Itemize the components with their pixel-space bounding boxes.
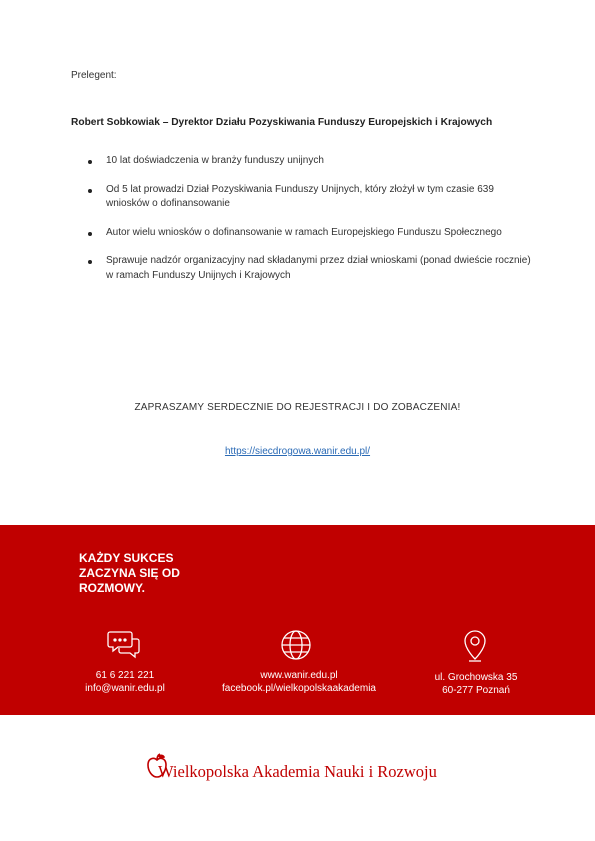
bullet-dot-icon <box>88 160 92 164</box>
bullet-dot-icon <box>88 232 92 236</box>
location-pin-icon <box>463 629 487 663</box>
contact-footer <box>0 525 595 715</box>
email-address: info@wanir.edu.pl <box>85 683 165 694</box>
footer-slogan: KAŻDY SUKCES ZACZYNA SIĘ OD ROZMOWY. <box>79 551 180 595</box>
bullet-item <box>88 154 533 169</box>
speaker-bullet-list <box>88 154 533 297</box>
city-address: 60-277 Poznań <box>442 685 510 696</box>
phone-number: 61 6 221 221 <box>95 670 155 681</box>
website-link[interactable]: www.wanir.edu.pl <box>260 670 338 681</box>
bullet-text: Od 5 lat prowadzi Dział Pozyskiwania Funduszy Unijnych, który złożył w tym czasie 639 wniosków o dofinansowanie <box>106 183 494 209</box>
bullet-dot-icon <box>88 189 92 193</box>
bullet-dot-icon <box>88 260 92 264</box>
bullet-text: Sprawuje nadzór organizacyjny nad składanymi przez dział wnioskami (ponad dwieście rocznie) w ramach Funduszy Unijnych i Krajowych <box>106 255 531 281</box>
speaker-title: Robert Sobkowiak – Dyrektor Działu Pozyskiwania Funduszy Europejskich i Krajowych <box>71 117 493 128</box>
brand-name: Wielkopolska Akademia Nauki i Rozwoju <box>158 762 437 781</box>
bullet-text: Autor wielu wniosków o dofinansowanie w ramach Europejskiego Funduszu Społecznego <box>106 226 502 238</box>
bullet-item <box>88 183 533 212</box>
chat-bubbles-icon <box>107 630 141 660</box>
globe-icon <box>280 629 312 661</box>
bullet-item <box>88 254 533 283</box>
bullet-item <box>88 226 533 241</box>
registration-link[interactable]: https://siecdrogowa.wanir.edu.pl/ <box>224 446 371 457</box>
facebook-link[interactable]: facebook.pl/wielkopolskaakademia <box>222 683 376 694</box>
invitation-text: ZAPRASZAMY SERDECZNIE DO REJESTRACJI I DO ZOBACZENIA! <box>134 402 461 413</box>
bullet-text: 10 lat doświadczenia w branży funduszy unijnych <box>106 155 324 166</box>
street-address: ul. Grochowska 35 <box>434 672 518 683</box>
presenter-label: Prelegent: <box>71 70 117 81</box>
